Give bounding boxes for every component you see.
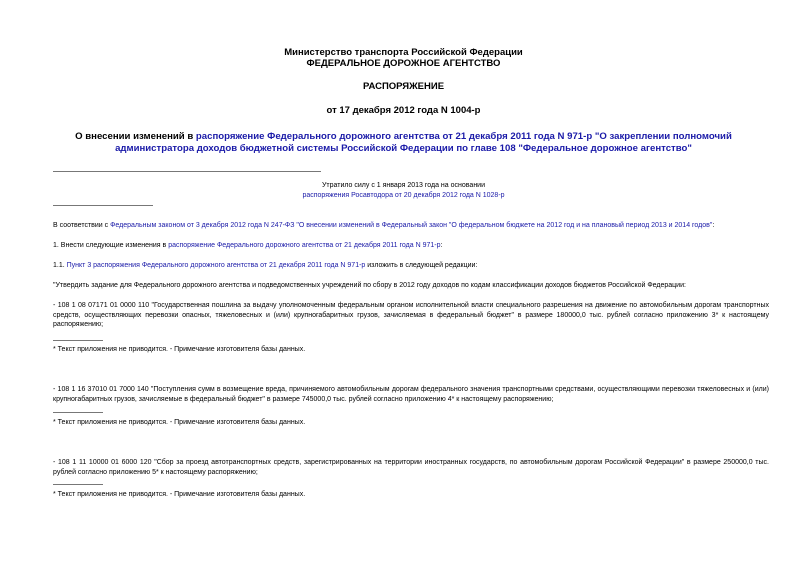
income-item-2: - 108 1 16 37010 01 7000 140 "Поступления сумм в возмещение вреда, причиняемого автомобильным дорогам федерального значения транспортными средствами, осуществляющими перевозки тяжеловесных и (или) крупногабаритных грузов, зачисляемые в федеральный бюджет" в размере 745000,0 тыс. рублей согласно приложению 4* к настоящему распоряжению;	[53, 386, 769, 403]
paragraph-item-1	[53, 241, 769, 251]
status-note: Утратило силу с 1 января 2013 года на основании	[321, 182, 486, 189]
footnote-rule-2	[53, 412, 103, 413]
paragraph-basis-suffix: :	[712, 222, 715, 229]
ministry-name: Министерство транспорта Российской Федерации	[284, 47, 523, 58]
status-link[interactable]: распоряжения Росавтодора от 20 декабря 2012 года N 1028-р	[302, 192, 505, 199]
clause-3-link[interactable]: Пункт 3 распоряжения Федерального дорожного агентства от 21 декабря 2011 года N 971-р	[66, 262, 366, 269]
paragraph-basis-prefix: В соответствии с	[53, 222, 111, 229]
document-type: РАСПОРЯЖЕНИЕ	[362, 81, 445, 92]
order-971-link[interactable]: распоряжение Федерального дорожного агентства от 21 декабря 2011 года N 971-р	[168, 242, 441, 249]
separator-line	[53, 171, 321, 172]
paragraph-item-1-prefix: 1. Внести следующие изменения в	[53, 242, 169, 249]
income-item-1: - 108 1 08 07171 01 0000 110 "Государственная пошлина за выдачу уполномоченным федеральным органом исполнительной власти специального разрешения на движение по автомобильным дорогам транспортных средств, осуществляющих перевозки опасных, тяжеловесных и (или) крупногабаритных грузов, зачисляемая в федеральный бюджет" в размере 180000,0 тыс. рублей согласно приложению 3* к настоящему распоряжению;	[53, 302, 769, 329]
paragraph-item-1-1-prefix: 1.1.	[53, 262, 67, 269]
agency-name: ФЕДЕРАЛЬНОЕ ДОРОЖНОЕ АГЕНТСТВО	[306, 58, 501, 69]
income-item-3: - 108 1 11 10000 01 6000 120 "Сбор за проезд автотранспортных средств, зарегистрированных на территории иностранных государств, по автомобильным дорогам Российской Федерации" в размере 250000,0 тыс. рублей согласно приложению 5* к настоящему распоряжению;	[53, 459, 769, 476]
paragraph-task: "Утвердить задание для Федерального дорожного агентства и подведомственных учреждений по сбору в 2012 году доходов по кодам классификации доходов бюджетов Российской Федерации:	[53, 282, 686, 289]
footnote-rule-3	[53, 484, 103, 485]
document-title	[40, 131, 767, 154]
footnote-1: * Текст приложения не приводится. - Примечание изготовителя базы данных.	[53, 346, 306, 353]
footnote-3: * Текст приложения не приводится. - Примечание изготовителя базы данных.	[53, 491, 306, 498]
paragraph-item-1-suffix: :	[440, 242, 443, 249]
paragraph-item-1-1-suffix: изложить в следующей редакции:	[365, 262, 478, 269]
footnote-rule-1	[53, 340, 103, 341]
title-prefix: О внесении изменений в	[75, 131, 196, 142]
status-note-link-row	[0, 191, 807, 200]
federal-law-link[interactable]: Федеральным законом от 3 декабря 2012 года N 247-ФЗ "О внесении изменений в Федеральный закон "О федеральном бюджете на 2012 год и на плановый период 2013 и 2014 годов"	[110, 222, 713, 229]
title-link[interactable]: распоряжение Федерального дорожного агентства от 21 декабря 2011 года N 971-р "О закреплении полномочий администратора доходов бюджетной системы Российской Федерации по главе 108 "Федеральное дорожное агентство"	[115, 131, 732, 154]
paragraph-item-1-1	[53, 261, 769, 271]
paragraph-basis	[53, 221, 769, 231]
document-date: от 17 декабря 2012 года N 1004-р	[326, 105, 481, 116]
separator-line-short	[53, 205, 153, 206]
footnote-2: * Текст приложения не приводится. - Примечание изготовителя базы данных.	[53, 419, 306, 426]
